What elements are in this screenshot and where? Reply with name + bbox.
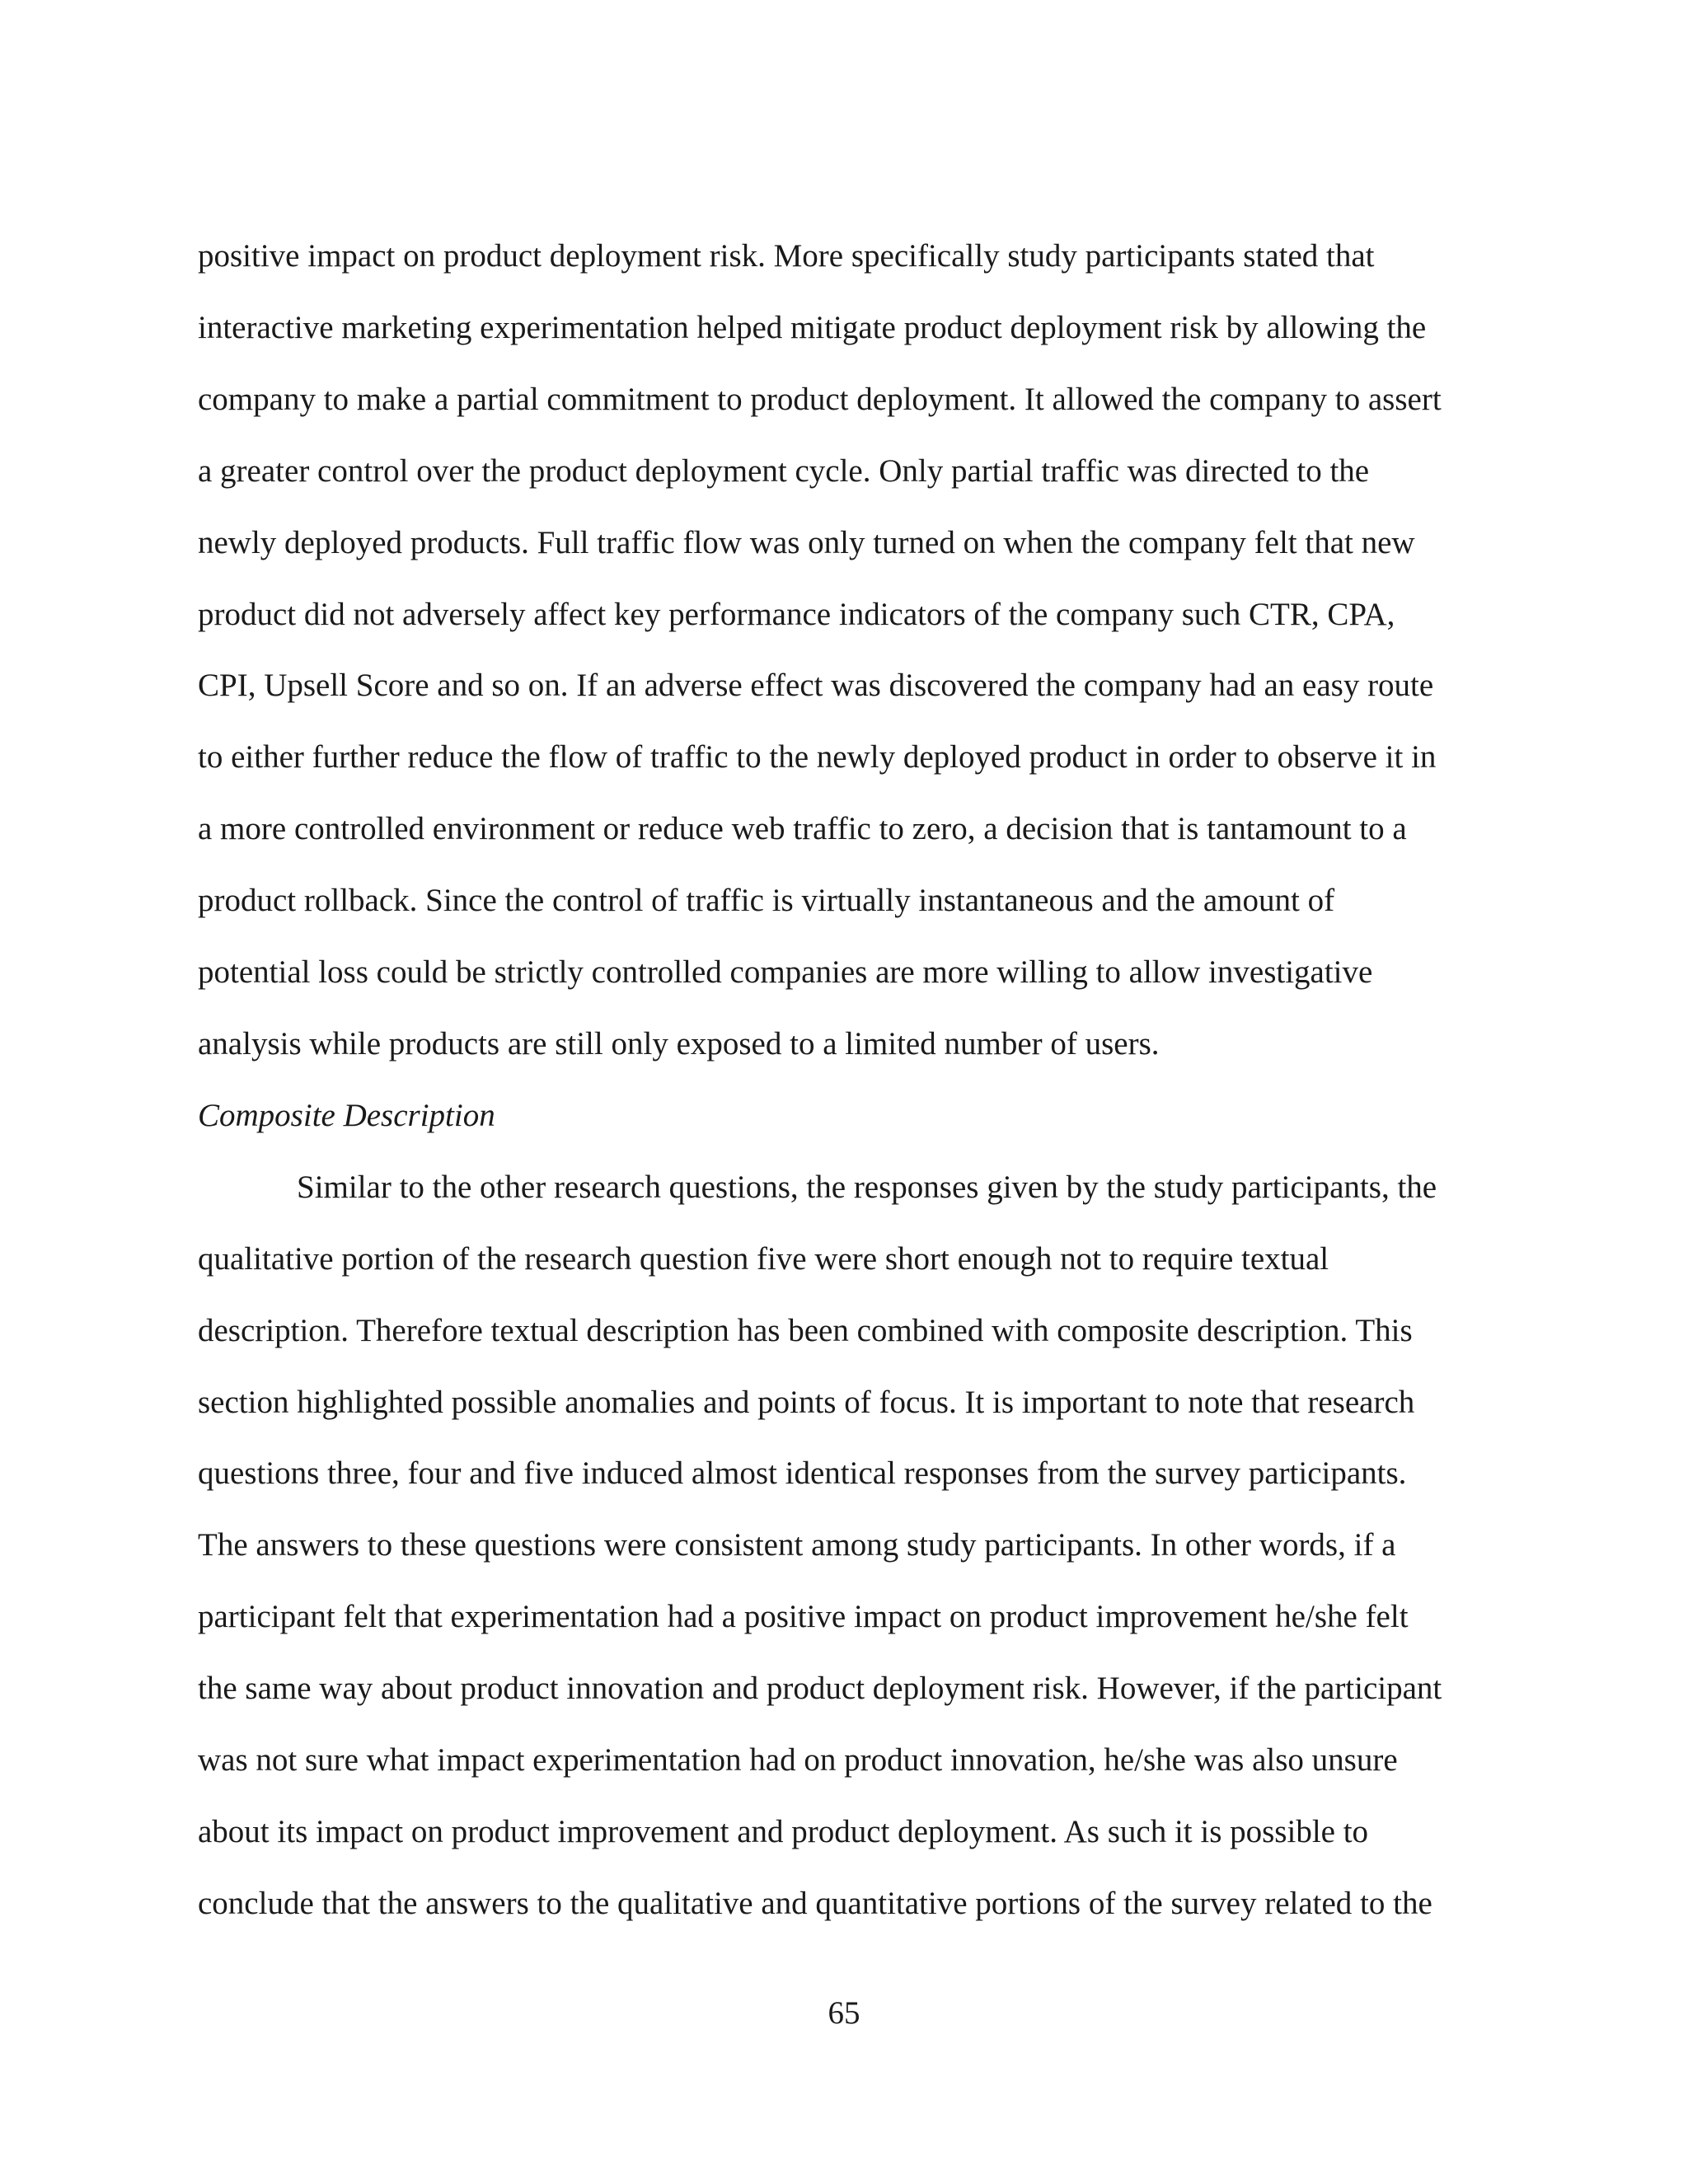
text-line: Similar to the other research questions, the responses given by the study participants, the — [297, 1169, 1437, 1205]
text-line: company to make a partial commitment to product deployment. It allowed the company to assert — [198, 381, 1442, 417]
text-line: participant felt that experimentation had a positive impact on product improvement he/she felt — [198, 1599, 1409, 1635]
text-line: newly deployed products. Full traffic flow was only turned on when the company felt that new — [198, 524, 1415, 560]
page-number: 65 — [828, 1995, 860, 2031]
text-line: the same way about product innovation and product deployment risk. However, if the participant — [198, 1671, 1442, 1707]
body-text — [198, 221, 1517, 1940]
text-line: The answers to these questions were consistent among study participants. In other words, if a — [198, 1527, 1396, 1563]
text-line: interactive marketing experimentation helped mitigate product deployment risk by allowing the — [198, 309, 1427, 345]
text-line: description. Therefore textual description has been combined with composite description. This — [198, 1312, 1413, 1348]
text-line: potential loss could be strictly controlled companies are more willing to allow investigative — [198, 954, 1373, 991]
text-line: positive impact on product deployment risk. More specifically study participants stated that — [198, 238, 1375, 274]
section-heading: Composite Description — [198, 1097, 495, 1133]
text-line: about its impact on product improvement and product deployment. As such it is possible to — [198, 1813, 1369, 1849]
text-line: a more controlled environment or reduce web traffic to zero, a decision that is tantamount to a — [198, 811, 1407, 847]
text-line: CPI, Upsell Score and so on. If an adverse effect was discovered the company had an easy route — [198, 668, 1434, 704]
text-line: a greater control over the product deployment cycle. Only partial traffic was directed to the — [198, 452, 1370, 489]
text-line: conclude that the answers to the qualitative and quantitative portions of the survey related to the — [198, 1885, 1432, 1921]
text-line: was not sure what impact experimentation had on product innovation, he/she was also unsure — [198, 1742, 1398, 1779]
text-line: qualitative portion of the research question five were short enough not to require textual — [198, 1240, 1329, 1277]
text-line: analysis while products are still only exposed to a limited number of users. — [198, 1025, 1160, 1062]
text-line: questions three, four and five induced almost identical responses from the survey participants. — [198, 1455, 1407, 1492]
text-line: to either further reduce the flow of traffic to the newly deployed product in order to observe it in — [198, 739, 1437, 776]
text-line: section highlighted possible anomalies and points of focus. It is important to note that research — [198, 1384, 1415, 1420]
text-line: product rollback. Since the control of traffic is virtually instantaneous and the amount of — [198, 883, 1335, 919]
text-line: product did not adversely affect key performance indicators of the company such CTR, CPA, — [198, 596, 1395, 632]
